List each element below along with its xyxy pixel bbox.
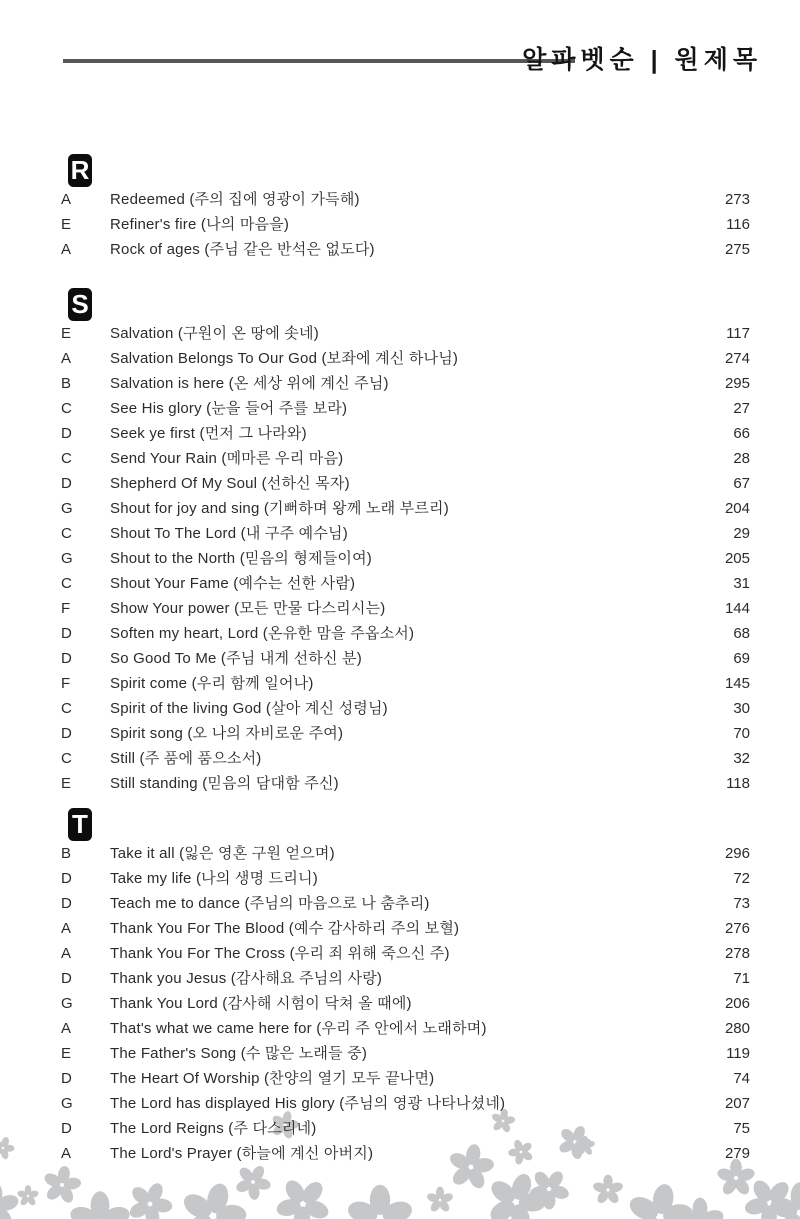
key-letter: C [61, 450, 72, 467]
key-letter: D [61, 895, 72, 912]
song-title: The Lord's Prayer (하늘에 계신 아버지) [110, 1145, 374, 1162]
key-letter: C [61, 525, 72, 542]
key-letter: F [61, 675, 71, 692]
index-row [61, 546, 750, 571]
key-letter: B [61, 845, 72, 862]
song-title: Shout for joy and sing (기뻐하며 왕께 노래 부르리) [110, 500, 449, 517]
page-number: 69 [733, 650, 750, 667]
song-title: Still standing (믿음의 담대함 주신) [110, 775, 339, 792]
page-number: 279 [724, 1145, 750, 1162]
key-letter: A [61, 350, 72, 367]
key-letter: D [61, 475, 72, 492]
song-title: Show Your power (모든 만물 다스리시는) [110, 600, 386, 617]
index-row [61, 1016, 750, 1041]
song-title: Spirit of the living God (살아 계신 성령님) [110, 700, 388, 717]
index-row [61, 187, 750, 212]
header-divider [63, 59, 575, 63]
song-title: Salvation Belongs To Our God (보좌에 계신 하나님) [110, 350, 459, 367]
index-row [61, 471, 750, 496]
page-number: 296 [724, 845, 750, 862]
page-number: 31 [733, 575, 750, 592]
key-letter: E [61, 216, 72, 233]
index-row [61, 521, 750, 546]
key-letter: D [61, 725, 72, 742]
key-letter: A [61, 920, 72, 937]
index-row [61, 1041, 750, 1066]
page-number: 117 [726, 325, 750, 342]
page-number: 70 [733, 725, 750, 742]
song-title: Salvation is here (온 세상 위에 계신 주님) [110, 375, 389, 392]
key-letter: F [61, 600, 71, 617]
song-title: Redeemed (주의 집에 영광이 가득해) [110, 191, 360, 208]
page-number: 204 [724, 500, 750, 517]
index-row [61, 621, 750, 646]
key-letter: D [61, 970, 72, 987]
page-number: 273 [724, 191, 750, 208]
index-row [61, 916, 750, 941]
page-number: 207 [724, 1095, 750, 1112]
section-letter-badge: S [68, 288, 92, 321]
letter-section-t [61, 808, 750, 1166]
index-row [61, 941, 750, 966]
page-number: 32 [733, 750, 750, 767]
index-row [61, 212, 750, 237]
song-title: Thank You Lord (감사해 시험이 닥쳐 올 때에) [110, 995, 412, 1012]
index-row [61, 596, 750, 621]
page-number: 75 [733, 1120, 750, 1137]
key-letter: A [61, 241, 72, 258]
song-title: Take my life (나의 생명 드리니) [110, 870, 318, 887]
index-row [61, 1066, 750, 1091]
song-title: See His glory (눈을 들어 주를 보라) [110, 400, 348, 417]
page-title: 알파벳순 | 원제목 [522, 46, 762, 74]
song-title: Refiner's fire (나의 마음을) [110, 216, 290, 233]
page-number: 144 [724, 600, 750, 617]
song-title: Thank you Jesus (감사해요 주님의 사랑) [110, 970, 383, 987]
song-title: Shout To The Lord (내 구주 예수님) [110, 525, 348, 542]
page-number: 116 [726, 216, 750, 233]
page-number: 275 [724, 241, 750, 258]
index-row [61, 721, 750, 746]
key-letter: G [61, 500, 73, 517]
key-letter: G [61, 1095, 73, 1112]
index-row [61, 891, 750, 916]
index-row [61, 966, 750, 991]
key-letter: G [61, 995, 73, 1012]
index-row [61, 571, 750, 596]
page-number: 280 [724, 1020, 750, 1037]
song-title: Teach me to dance (주님의 마음으로 나 춤추리) [110, 895, 430, 912]
section-letter-badge: R [68, 154, 92, 187]
song-title: The Father's Song (수 많은 노래들 중) [110, 1045, 368, 1062]
page-number: 145 [724, 675, 750, 692]
song-title: Spirit come (우리 함께 일어나) [110, 675, 314, 692]
key-letter: C [61, 700, 72, 717]
page-number: 29 [733, 525, 750, 542]
page-number: 205 [724, 550, 750, 567]
key-letter: G [61, 550, 73, 567]
key-letter: A [61, 191, 72, 208]
page-number: 206 [724, 995, 750, 1012]
key-letter: D [61, 1120, 72, 1137]
key-letter: D [61, 425, 72, 442]
song-title: Shepherd Of My Soul (선하신 목자) [110, 475, 350, 492]
song-title: Rock of ages (주님 같은 반석은 없도다) [110, 241, 375, 258]
song-index [61, 154, 750, 1166]
song-title: Shout Your Fame (예수는 선한 사람) [110, 575, 356, 592]
key-letter: C [61, 400, 72, 417]
song-title: The Lord has displayed His glory (주님의 영광 나타나셨네) [110, 1095, 506, 1112]
page-number: 73 [733, 895, 750, 912]
song-title: Thank You For The Blood (예수 감사하리 주의 보혈) [110, 920, 460, 937]
index-row [61, 696, 750, 721]
index-row [61, 446, 750, 471]
song-title: Soften my heart, Lord (온유한 맘을 주옵소서) [110, 625, 415, 642]
page-number: 66 [733, 425, 750, 442]
page-number: 119 [726, 1045, 750, 1062]
index-row [61, 646, 750, 671]
index-row [61, 841, 750, 866]
key-letter: A [61, 1145, 72, 1162]
page-number: 118 [726, 775, 750, 792]
song-title: The Lord Reigns (주 다스리네) [110, 1120, 317, 1137]
page-number: 27 [733, 400, 750, 417]
page-number: 295 [724, 375, 750, 392]
key-letter: B [61, 375, 72, 392]
song-title: That's what we came here for (우리 주 안에서 노래하며) [110, 1020, 487, 1037]
page-number: 28 [733, 450, 750, 467]
page-number: 67 [733, 475, 750, 492]
page-number: 68 [733, 625, 750, 642]
page-number: 74 [733, 1070, 750, 1087]
page-number: 276 [724, 920, 750, 937]
page-number: 278 [724, 945, 750, 962]
key-letter: D [61, 1070, 72, 1087]
page-number: 71 [733, 970, 750, 987]
index-row [61, 396, 750, 421]
song-title: So Good To Me (주님 내게 선하신 분) [110, 650, 362, 667]
song-title: Spirit song (오 나의 자비로운 주여) [110, 725, 344, 742]
index-row [61, 496, 750, 521]
song-title: Seek ye first (먼저 그 나라와) [110, 425, 307, 442]
index-row [61, 237, 750, 262]
song-title: Take it all (잃은 영혼 구원 얻으며) [110, 845, 335, 862]
song-title: The Heart Of Worship (찬양의 열기 모두 끝나면) [110, 1070, 435, 1087]
index-row [61, 321, 750, 346]
letter-section-r [61, 154, 750, 262]
song-title: Still (주 품에 품으소서) [110, 750, 262, 767]
index-row [61, 1091, 750, 1116]
key-letter: E [61, 775, 72, 792]
letter-section-s [61, 288, 750, 796]
key-letter: C [61, 575, 72, 592]
key-letter: A [61, 1020, 72, 1037]
song-title: Thank You For The Cross (우리 죄 위해 죽으신 주) [110, 945, 450, 962]
index-row [61, 771, 750, 796]
key-letter: E [61, 1045, 72, 1062]
index-row [61, 1141, 750, 1166]
index-row [61, 371, 750, 396]
key-letter: A [61, 945, 72, 962]
key-letter: C [61, 750, 72, 767]
key-letter: D [61, 870, 72, 887]
page-number: 30 [733, 700, 750, 717]
key-letter: D [61, 650, 72, 667]
index-row [61, 1116, 750, 1141]
song-title: Send Your Rain (메마른 우리 마음) [110, 450, 344, 467]
index-row [61, 746, 750, 771]
song-title: Shout to the North (믿음의 형제들이여) [110, 550, 372, 567]
key-letter: E [61, 325, 72, 342]
index-row [61, 866, 750, 891]
index-row [61, 671, 750, 696]
index-row [61, 421, 750, 446]
page-number: 274 [724, 350, 750, 367]
key-letter: D [61, 625, 72, 642]
index-row [61, 346, 750, 371]
section-letter-badge: T [68, 808, 92, 841]
page-number: 72 [733, 870, 750, 887]
index-row [61, 991, 750, 1016]
song-title: Salvation (구원이 온 땅에 솟네) [110, 325, 319, 342]
